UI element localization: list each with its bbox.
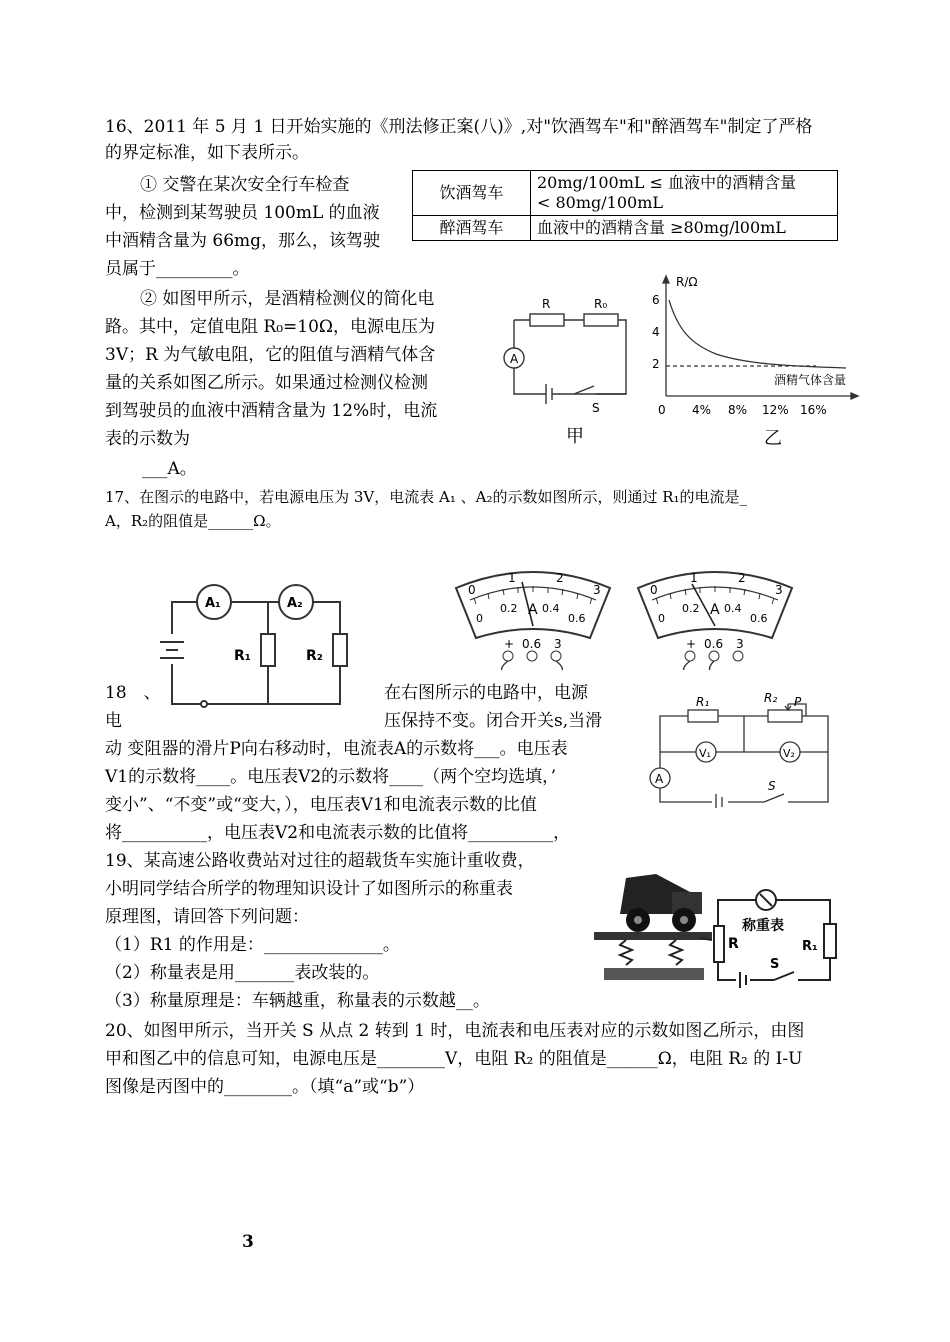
q20-line2: 甲和图乙中的信息可知，电源电压是________V，电阻 R₂ 的阻值是______Ω，电阻 R₂ 的 I-U: [105, 1049, 803, 1069]
switch-point: [201, 701, 207, 707]
dial-top-tick: 1: [690, 571, 698, 585]
label-R1: R₁: [802, 939, 818, 954]
q19-line4: （1）R1 的作用是：______________。: [105, 935, 400, 955]
label-R2: R₂: [764, 691, 778, 705]
q18-line5: 变小”、“不变”或“变大，），电压表V1和电流表示数的比值: [105, 795, 537, 815]
label-A: A: [510, 352, 519, 366]
q19-line1: 19、某高速公路收费站对过往的超载货车实施计重收费，: [105, 851, 535, 871]
q20-line1: 20、如图甲所示，当开关 S 从点 2 转到 1 时，电流表和电压表对应的示数如图乙所示，由图: [105, 1021, 805, 1041]
table-cell-name: 饮酒驾车: [413, 171, 531, 216]
spring: [620, 940, 632, 965]
weighing-scale-figure: [590, 868, 850, 990]
table-cell-rule: 血液中的酒精含量 ≥80mg/l00mL: [531, 216, 838, 241]
q16-line1: 16、2011 年 5 月 1 日开始实施的《刑法修正案(八)》,对"饮酒驾车"和"醉酒驾车"制定了严格: [105, 117, 813, 137]
label-A1: A₁: [205, 596, 221, 611]
ammeter-dial-2: [638, 571, 792, 670]
terminal-label: 0.6: [522, 637, 542, 651]
rule-line: 20mg/100mL ≤ 血液中的酒精含量: [537, 173, 797, 192]
q17-line2: A，R₂的阻值是______Ω。: [105, 512, 281, 530]
q19-line2: 小明同学结合所学的物理知识设计了如图所示的称重表: [105, 879, 513, 899]
y-tick: 2: [652, 357, 660, 371]
dial-top-tick: 2: [556, 571, 564, 585]
y-axis-label: R/Ω: [676, 275, 698, 289]
q16-p1-line2: 中，检测到某驾驶员 100mL 的血液: [105, 203, 380, 223]
dial-top-tick: 2: [738, 571, 746, 585]
alcohol-criteria-table: [412, 170, 838, 241]
x-tick: 4%: [692, 403, 712, 417]
label-S: S: [592, 401, 600, 415]
terminal: [733, 651, 743, 661]
page-number: 3: [242, 1232, 254, 1252]
dial-bottom-tick: 0.6: [750, 612, 768, 625]
dial-top-tick: 0: [468, 583, 476, 597]
q18-line2b: 压保持不变。闭合开关s,当滑: [384, 711, 603, 731]
meter-label: 称重表: [742, 918, 784, 934]
resistance-curve-figure: [646, 272, 866, 452]
caption-yi: 乙: [764, 428, 782, 449]
q18-line1a: 18 、: [105, 683, 161, 703]
resistor-R: [714, 926, 724, 962]
dial-bottom-tick: 0.4: [542, 602, 560, 615]
dial-bottom-tick: 0.4: [724, 602, 742, 615]
breathalyzer-circuit-figure: [496, 288, 646, 448]
x-axis-label: 酒精气体含量: [774, 373, 847, 387]
rule-line: < 80mg/100mL: [537, 193, 663, 212]
q18-line4: V1的示数将____。电压表V2的示数将____（两个空均选填，’: [105, 767, 557, 787]
terminal: [527, 651, 537, 661]
dial-bottom-tick: 0.2: [500, 602, 518, 615]
origin-label: 0: [658, 403, 666, 417]
dial-unit: A: [528, 602, 538, 618]
terminal: [551, 651, 561, 661]
x-tick: 12%: [762, 403, 789, 417]
label-R1: R₁: [234, 648, 251, 664]
q18-line6: 将__________，电压表V2和电流表示数的比值将__________，: [105, 823, 571, 843]
label-A: A: [655, 772, 664, 786]
truck-image: [620, 874, 702, 932]
table-row: [413, 216, 838, 241]
label-S: S: [768, 779, 776, 793]
q16-line2: 的界定标准，如下表所示。: [105, 143, 309, 163]
label-R0: R₀: [594, 297, 608, 311]
label-R2: R₂: [306, 648, 323, 664]
ground-base: [604, 968, 704, 980]
q18-line1b: 在右图所示的电路中，电源: [384, 683, 588, 703]
q16-p1-line3: 中酒精含量为 66mg，那么，该驾驶: [105, 231, 381, 251]
q19-line3: 原理图，请回答下列问题：: [105, 907, 309, 927]
q19-line6: （3）称量原理是：车辆越重，称量表的示数越__。: [105, 991, 490, 1011]
resistor-R1: [824, 924, 836, 958]
q18-line3: 动 变阻器的滑片P向右移动时，电流表A的示数将___。电压表: [105, 739, 568, 759]
q17-circuit-figure: [150, 572, 360, 712]
terminal: [503, 651, 513, 661]
q16-p1-line1: ① 交警在某次安全行车检查: [140, 175, 350, 195]
q16-p2-line2: 路。其中，定值电阻 R₀=10Ω，电源电压为: [105, 317, 435, 337]
label-R1: R₁: [696, 695, 710, 709]
dial-top-tick: 3: [593, 583, 601, 597]
spring: [670, 940, 682, 965]
q16-p2-line3: 3V；R 为气敏电阻，它的阻值与酒精气体含: [105, 345, 436, 365]
label-V2: V₂: [783, 747, 795, 760]
dial-unit: A: [710, 602, 720, 618]
table-cell-rule: [531, 171, 838, 216]
q16-p2-line5: 到驾驶员的血液中酒精含量为 12%时，电流: [105, 401, 438, 421]
q17-line1: 17、在图示的电路中，若电源电压为 3V，电流表 A₁ 、A₂的示数如图所示，则通过 R₁的电流是_: [105, 488, 748, 506]
switch-S: [574, 386, 594, 394]
dial-top-tick: 3: [775, 583, 783, 597]
q16-p1-line4: 员属于_________。: [105, 259, 250, 279]
q18-line2a: 电: [105, 711, 122, 731]
terminal-label: 0.6: [704, 637, 724, 651]
resistor-R: [530, 314, 564, 326]
y-tick: 6: [652, 293, 660, 307]
label-P: P: [794, 695, 802, 709]
resistor-R1: [261, 634, 275, 666]
ammeter-dial-1: [456, 571, 610, 670]
resistance-curve: [669, 300, 846, 368]
caption-jia: 甲: [566, 426, 584, 447]
ammeter-dials-figure: [448, 560, 808, 670]
q18-circuit-figure: [640, 690, 840, 808]
x-tick: 8%: [728, 403, 748, 417]
terminal-label: 3: [554, 637, 562, 651]
q16-answer-line: ___A。: [142, 459, 197, 479]
q20-line3: 图像是丙图中的________。（填“a”或“b”）: [105, 1077, 425, 1097]
dial-bottom-tick: 0.6: [568, 612, 586, 625]
terminal-label: +: [504, 637, 515, 651]
label-R: R: [728, 936, 739, 952]
q16-p2-line1: ② 如图甲所示，是酒精检测仪的简化电: [140, 289, 435, 309]
dial-bottom-tick: 0.2: [682, 602, 700, 615]
terminal-label: 3: [736, 637, 744, 651]
dial-bottom-tick: 0: [658, 612, 665, 625]
q16-p2-line4: 量的关系如图乙所示。如果通过检测仪检测: [105, 373, 428, 393]
dial-bottom-tick: 0: [476, 612, 483, 625]
terminal: [685, 651, 695, 661]
resistor-R2: [333, 634, 347, 666]
terminal: [709, 651, 719, 661]
label-A2: A₂: [287, 596, 303, 611]
dial-top-tick: 1: [508, 571, 516, 585]
rheostat-R2: [768, 710, 802, 722]
dial-top-tick: 0: [650, 583, 658, 597]
table-cell-name: 醉酒驾车: [413, 216, 531, 241]
label-V1: V₁: [699, 747, 711, 760]
label-R: R: [542, 297, 551, 311]
resistor-R0: [584, 314, 618, 326]
y-tick: 4: [652, 325, 660, 339]
x-tick: 16%: [800, 403, 827, 417]
resistor-R1: [688, 710, 718, 722]
scale-platform: [594, 932, 712, 940]
table-row: [413, 171, 838, 216]
label-S: S: [770, 957, 780, 972]
q19-line5: （2）称量表是用_______表改装的。: [105, 963, 380, 983]
terminal-label: +: [686, 637, 697, 651]
q16-p2-line6: 表的示数为: [105, 429, 190, 449]
